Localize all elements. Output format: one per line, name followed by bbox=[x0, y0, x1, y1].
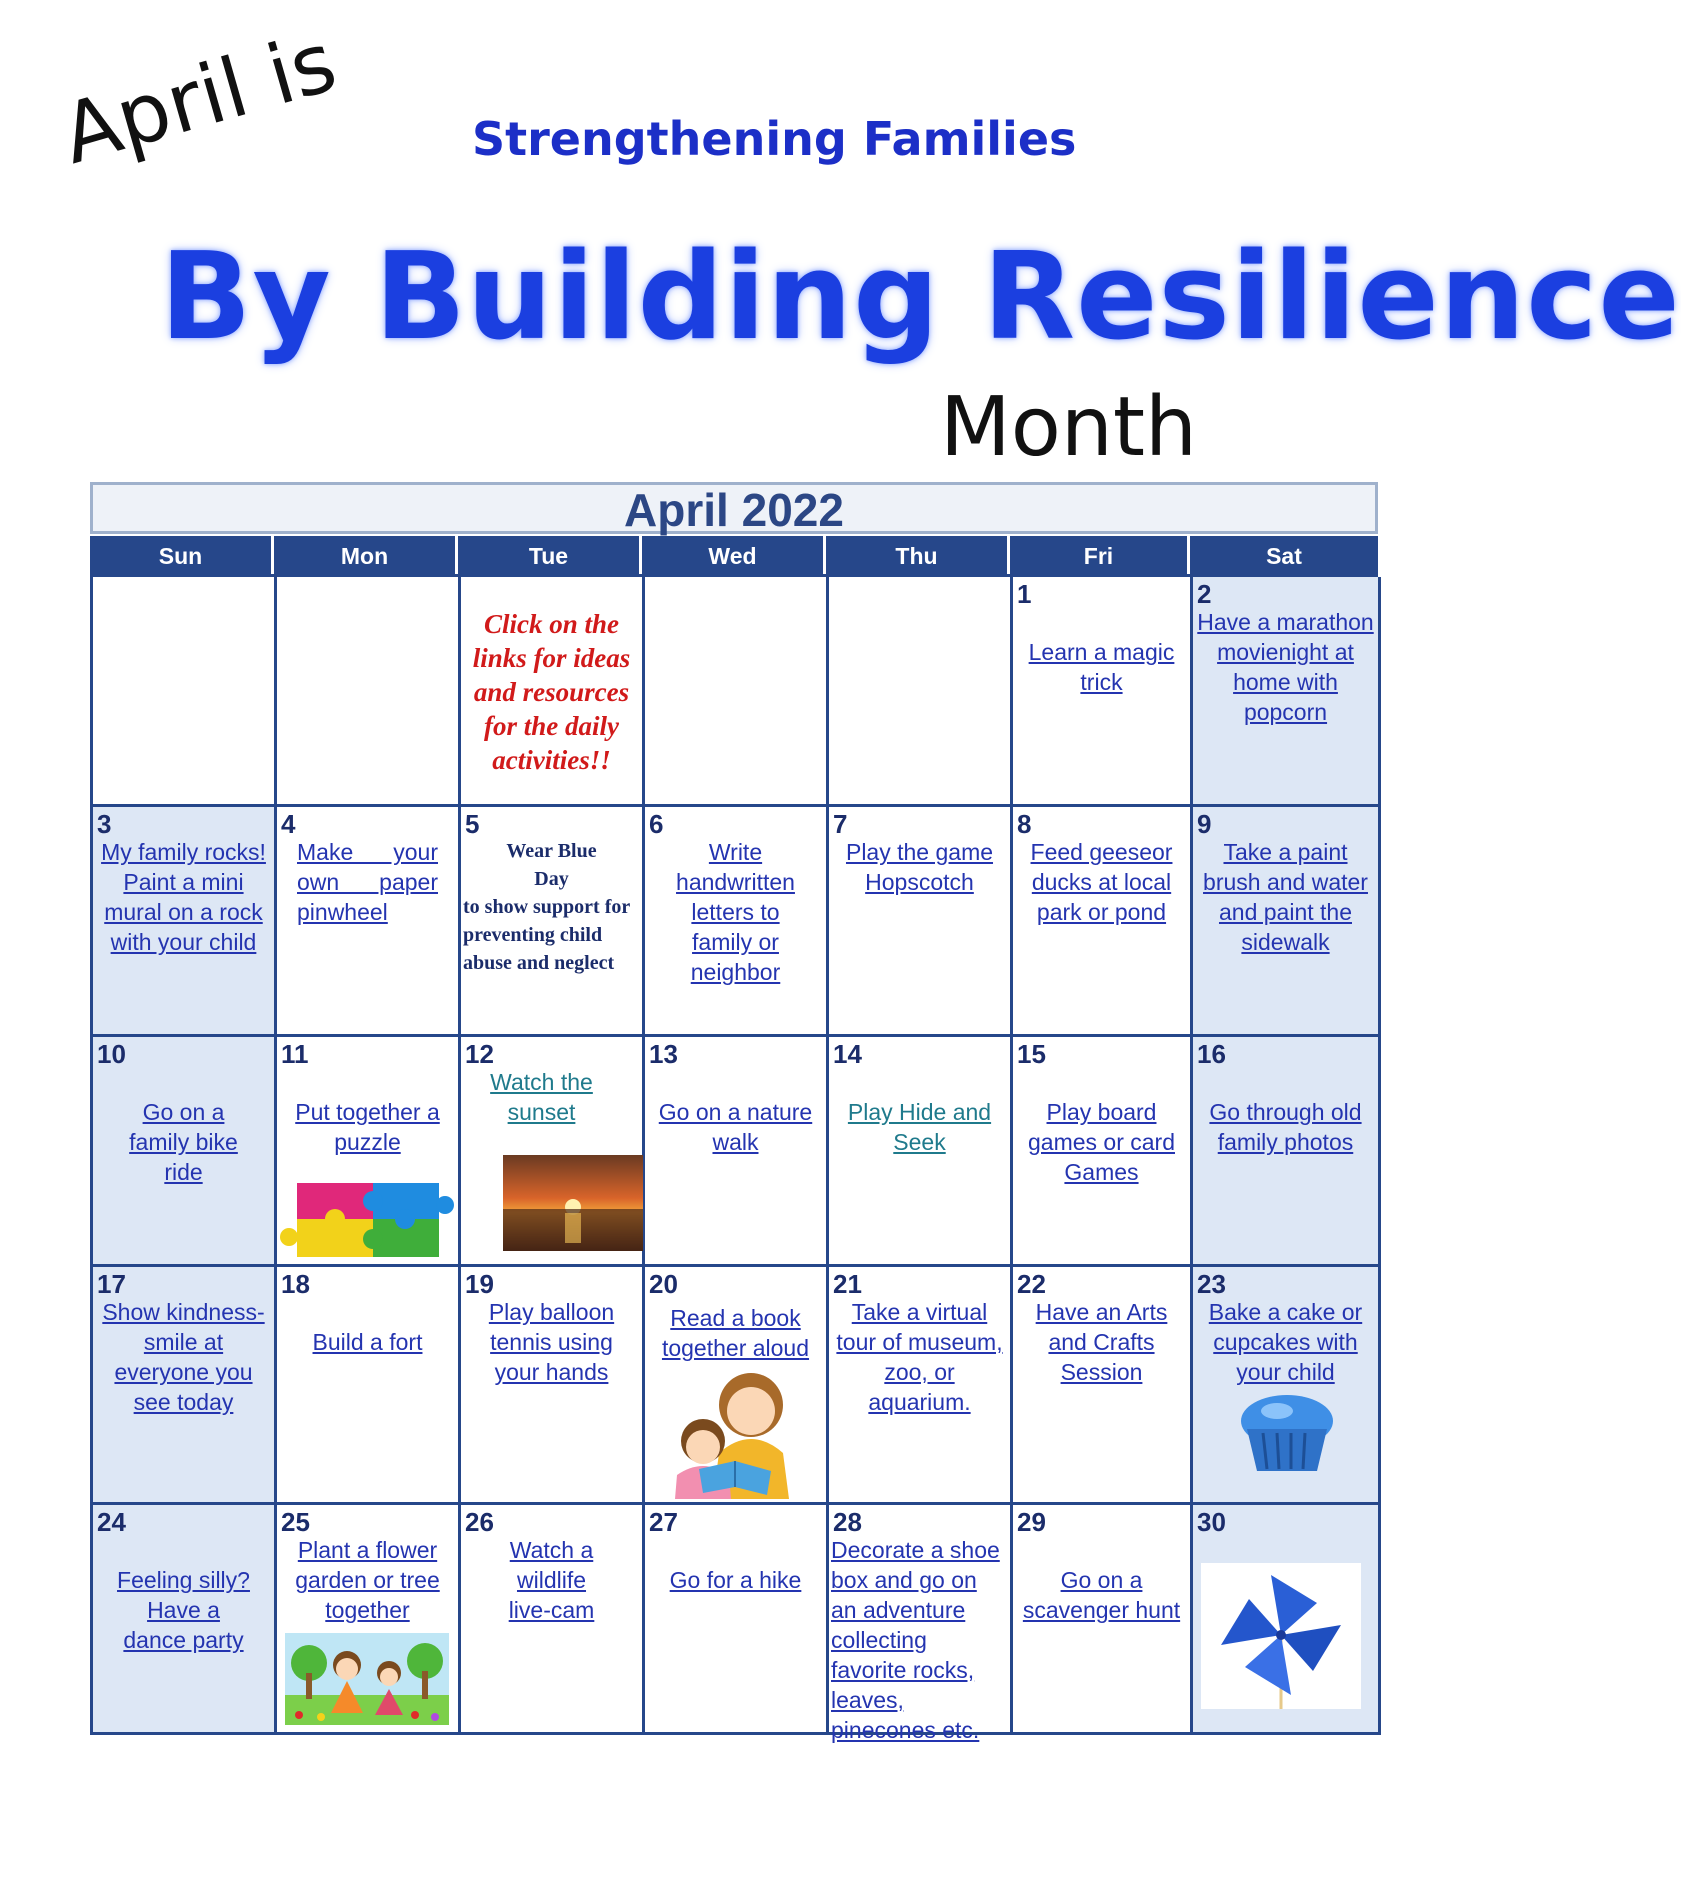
dow-wed: Wed bbox=[642, 536, 826, 574]
activity-link[interactable]: My family rocks! Paint a mini mural on a rock with your child bbox=[101, 839, 266, 955]
dow-thu: Thu bbox=[826, 536, 1010, 574]
title-april-is: April is bbox=[51, 14, 347, 184]
activity-link[interactable]: Build a fort bbox=[312, 1329, 423, 1355]
cell-empty bbox=[829, 577, 1013, 807]
cell-day-23 bbox=[1193, 1267, 1381, 1505]
cell-day-10 bbox=[93, 1037, 277, 1267]
cell-tue-note bbox=[461, 577, 645, 807]
day-number: 16 bbox=[1197, 1039, 1226, 1069]
day-number: 10 bbox=[97, 1039, 126, 1069]
cell-day-5 bbox=[461, 807, 645, 1037]
title-by-building-resilience: By Building Resilience bbox=[160, 228, 1681, 367]
dow-tue: Tue bbox=[458, 536, 642, 574]
cell-day-13 bbox=[645, 1037, 829, 1267]
activity-link[interactable]: Play balloon tennis using your hands bbox=[488, 1299, 615, 1385]
day-number: 6 bbox=[649, 809, 664, 839]
day-number: 25 bbox=[281, 1507, 310, 1537]
cell-empty bbox=[645, 577, 829, 807]
day-number: 1 bbox=[1017, 579, 1032, 609]
cell-day-12 bbox=[461, 1037, 645, 1267]
cell-day-16 bbox=[1193, 1037, 1381, 1267]
cell-day-17 bbox=[93, 1267, 277, 1505]
day-number: 29 bbox=[1017, 1507, 1046, 1537]
day-number: 15 bbox=[1017, 1039, 1046, 1069]
day-number: 21 bbox=[833, 1269, 862, 1299]
calendar-title: April 2022 bbox=[90, 482, 1378, 534]
activity-link[interactable]: Show kindness-smile at everyone you see today bbox=[102, 1299, 265, 1415]
day-number: 18 bbox=[281, 1269, 310, 1299]
activity-link[interactable]: Have a marathon movienight at home with popcorn bbox=[1197, 609, 1374, 725]
cell-day-14 bbox=[829, 1037, 1013, 1267]
day-number: 7 bbox=[833, 809, 848, 839]
cell-day-3 bbox=[93, 807, 277, 1037]
activity-link[interactable]: Have an Arts and Crafts Session bbox=[1035, 1299, 1168, 1385]
activity-link[interactable]: Make your own paper pinwheel bbox=[297, 839, 438, 925]
day-of-week-header bbox=[90, 536, 1378, 574]
day-number: 19 bbox=[465, 1269, 494, 1299]
activity-link[interactable]: Feeling silly? Have a dance party bbox=[117, 1567, 250, 1653]
cell-day-6 bbox=[645, 807, 829, 1037]
cell-day-24 bbox=[93, 1505, 277, 1735]
cell-day-29 bbox=[1013, 1505, 1193, 1735]
wear-blue-title: Wear Blue bbox=[506, 840, 597, 862]
title-month: Month bbox=[940, 380, 1198, 475]
cell-day-1 bbox=[1013, 577, 1193, 807]
cell-day-19 bbox=[461, 1267, 645, 1505]
day-number: 22 bbox=[1017, 1269, 1046, 1299]
day-number: 27 bbox=[649, 1507, 678, 1537]
cell-day-11 bbox=[277, 1037, 461, 1267]
day-number: 8 bbox=[1017, 809, 1032, 839]
cupcake-icon bbox=[1233, 1391, 1341, 1475]
activity-link[interactable]: Watch a wildlife live-cam bbox=[508, 1537, 595, 1623]
day-number: 9 bbox=[1197, 809, 1212, 839]
dow-sun: Sun bbox=[90, 536, 274, 574]
cell-day-20 bbox=[645, 1267, 829, 1505]
day-number: 11 bbox=[281, 1039, 309, 1069]
day-number: 23 bbox=[1197, 1269, 1226, 1299]
activity-link[interactable]: Play board games or card Games bbox=[1027, 1099, 1175, 1185]
cell-day-7 bbox=[829, 807, 1013, 1037]
activity-link[interactable]: Learn a magic trick bbox=[1028, 639, 1175, 695]
children-garden-illustration bbox=[285, 1633, 449, 1725]
activity-link[interactable]: Bake a cake or cupcakes with your child bbox=[1208, 1299, 1363, 1385]
reading-mother-child-illustration bbox=[659, 1363, 799, 1499]
day-number: 28 bbox=[833, 1507, 862, 1537]
activity-link[interactable]: Go on a scavenger hunt bbox=[1022, 1567, 1181, 1623]
activity-link[interactable]: Plant a flower garden or tree together bbox=[295, 1537, 440, 1623]
day-number: 13 bbox=[649, 1039, 678, 1069]
activity-link[interactable]: Take a virtual tour of museum, zoo, or aquarium. bbox=[836, 1299, 1003, 1415]
cell-day-2 bbox=[1193, 577, 1381, 807]
activity-link[interactable]: Write handwritten letters to family or neighbor bbox=[676, 839, 795, 985]
puzzle-icon bbox=[279, 1175, 455, 1261]
day-number: 26 bbox=[465, 1507, 494, 1537]
dow-fri: Fri bbox=[1010, 536, 1190, 574]
activity-link[interactable]: Go through old family photos bbox=[1209, 1099, 1362, 1155]
activity-link[interactable]: Play Hide and Seek bbox=[847, 1099, 992, 1155]
day-number: 14 bbox=[833, 1039, 862, 1069]
day-number: 17 bbox=[97, 1269, 126, 1299]
cell-empty bbox=[93, 577, 277, 807]
day-number: 3 bbox=[97, 809, 112, 839]
cell-day-25 bbox=[277, 1505, 461, 1735]
cell-day-8 bbox=[1013, 807, 1193, 1037]
cell-day-27 bbox=[645, 1505, 829, 1735]
title-strengthening-families: Strengthening Families bbox=[472, 112, 1077, 166]
day-number: 4 bbox=[281, 809, 296, 839]
pinwheel-icon bbox=[1201, 1563, 1361, 1709]
activity-link[interactable]: Feed geeseor ducks at local park or pond bbox=[1030, 839, 1173, 925]
day-number: 30 bbox=[1197, 1507, 1226, 1537]
cell-empty bbox=[277, 577, 461, 807]
activity-link[interactable]: Watch the sunset bbox=[490, 1069, 593, 1125]
activity-link[interactable]: Put together a puzzle bbox=[295, 1099, 440, 1155]
activity-link[interactable]: Read a book together aloud bbox=[661, 1305, 810, 1361]
activity-link[interactable]: Take a paint brush and water and paint the sidewalk bbox=[1203, 839, 1368, 955]
activity-link[interactable]: Go for a hike bbox=[669, 1567, 802, 1593]
cell-day-9 bbox=[1193, 807, 1381, 1037]
wear-blue-title-day: Day bbox=[534, 868, 569, 890]
calendar-grid bbox=[90, 574, 1378, 1743]
day-number: 2 bbox=[1197, 579, 1212, 609]
day-number: 5 bbox=[465, 809, 480, 839]
wear-blue-day-note bbox=[463, 837, 640, 977]
cell-day-30 bbox=[1193, 1505, 1381, 1735]
sunset-photo bbox=[503, 1155, 643, 1251]
day-number: 24 bbox=[97, 1507, 126, 1537]
cell-day-22 bbox=[1013, 1267, 1193, 1505]
day-number: 12 bbox=[465, 1039, 494, 1069]
dow-mon: Mon bbox=[274, 536, 458, 574]
calendar bbox=[90, 482, 1378, 1743]
cell-day-18 bbox=[277, 1267, 461, 1505]
instructions-note: Click on the links for ideas and resources for the daily activities!! bbox=[472, 609, 631, 775]
wear-blue-body: to show support for preventing child abuse and neglect bbox=[463, 896, 630, 974]
cell-day-28 bbox=[829, 1505, 1013, 1743]
dow-sat: Sat bbox=[1190, 536, 1378, 574]
activity-link[interactable]: Play the game Hopscotch bbox=[845, 839, 994, 895]
cell-day-4 bbox=[277, 807, 461, 1037]
cell-day-15 bbox=[1013, 1037, 1193, 1267]
day-number: 20 bbox=[649, 1269, 678, 1299]
cell-day-26 bbox=[461, 1505, 645, 1735]
cell-day-21 bbox=[829, 1267, 1013, 1505]
activity-link[interactable]: Go on a family bike ride bbox=[129, 1099, 238, 1185]
activity-link[interactable]: Decorate a shoe box and go on an adventure collecting favorite rocks, leaves, pinecones etc. bbox=[831, 1537, 1000, 1743]
activity-link[interactable]: Go on a nature walk bbox=[658, 1099, 813, 1155]
